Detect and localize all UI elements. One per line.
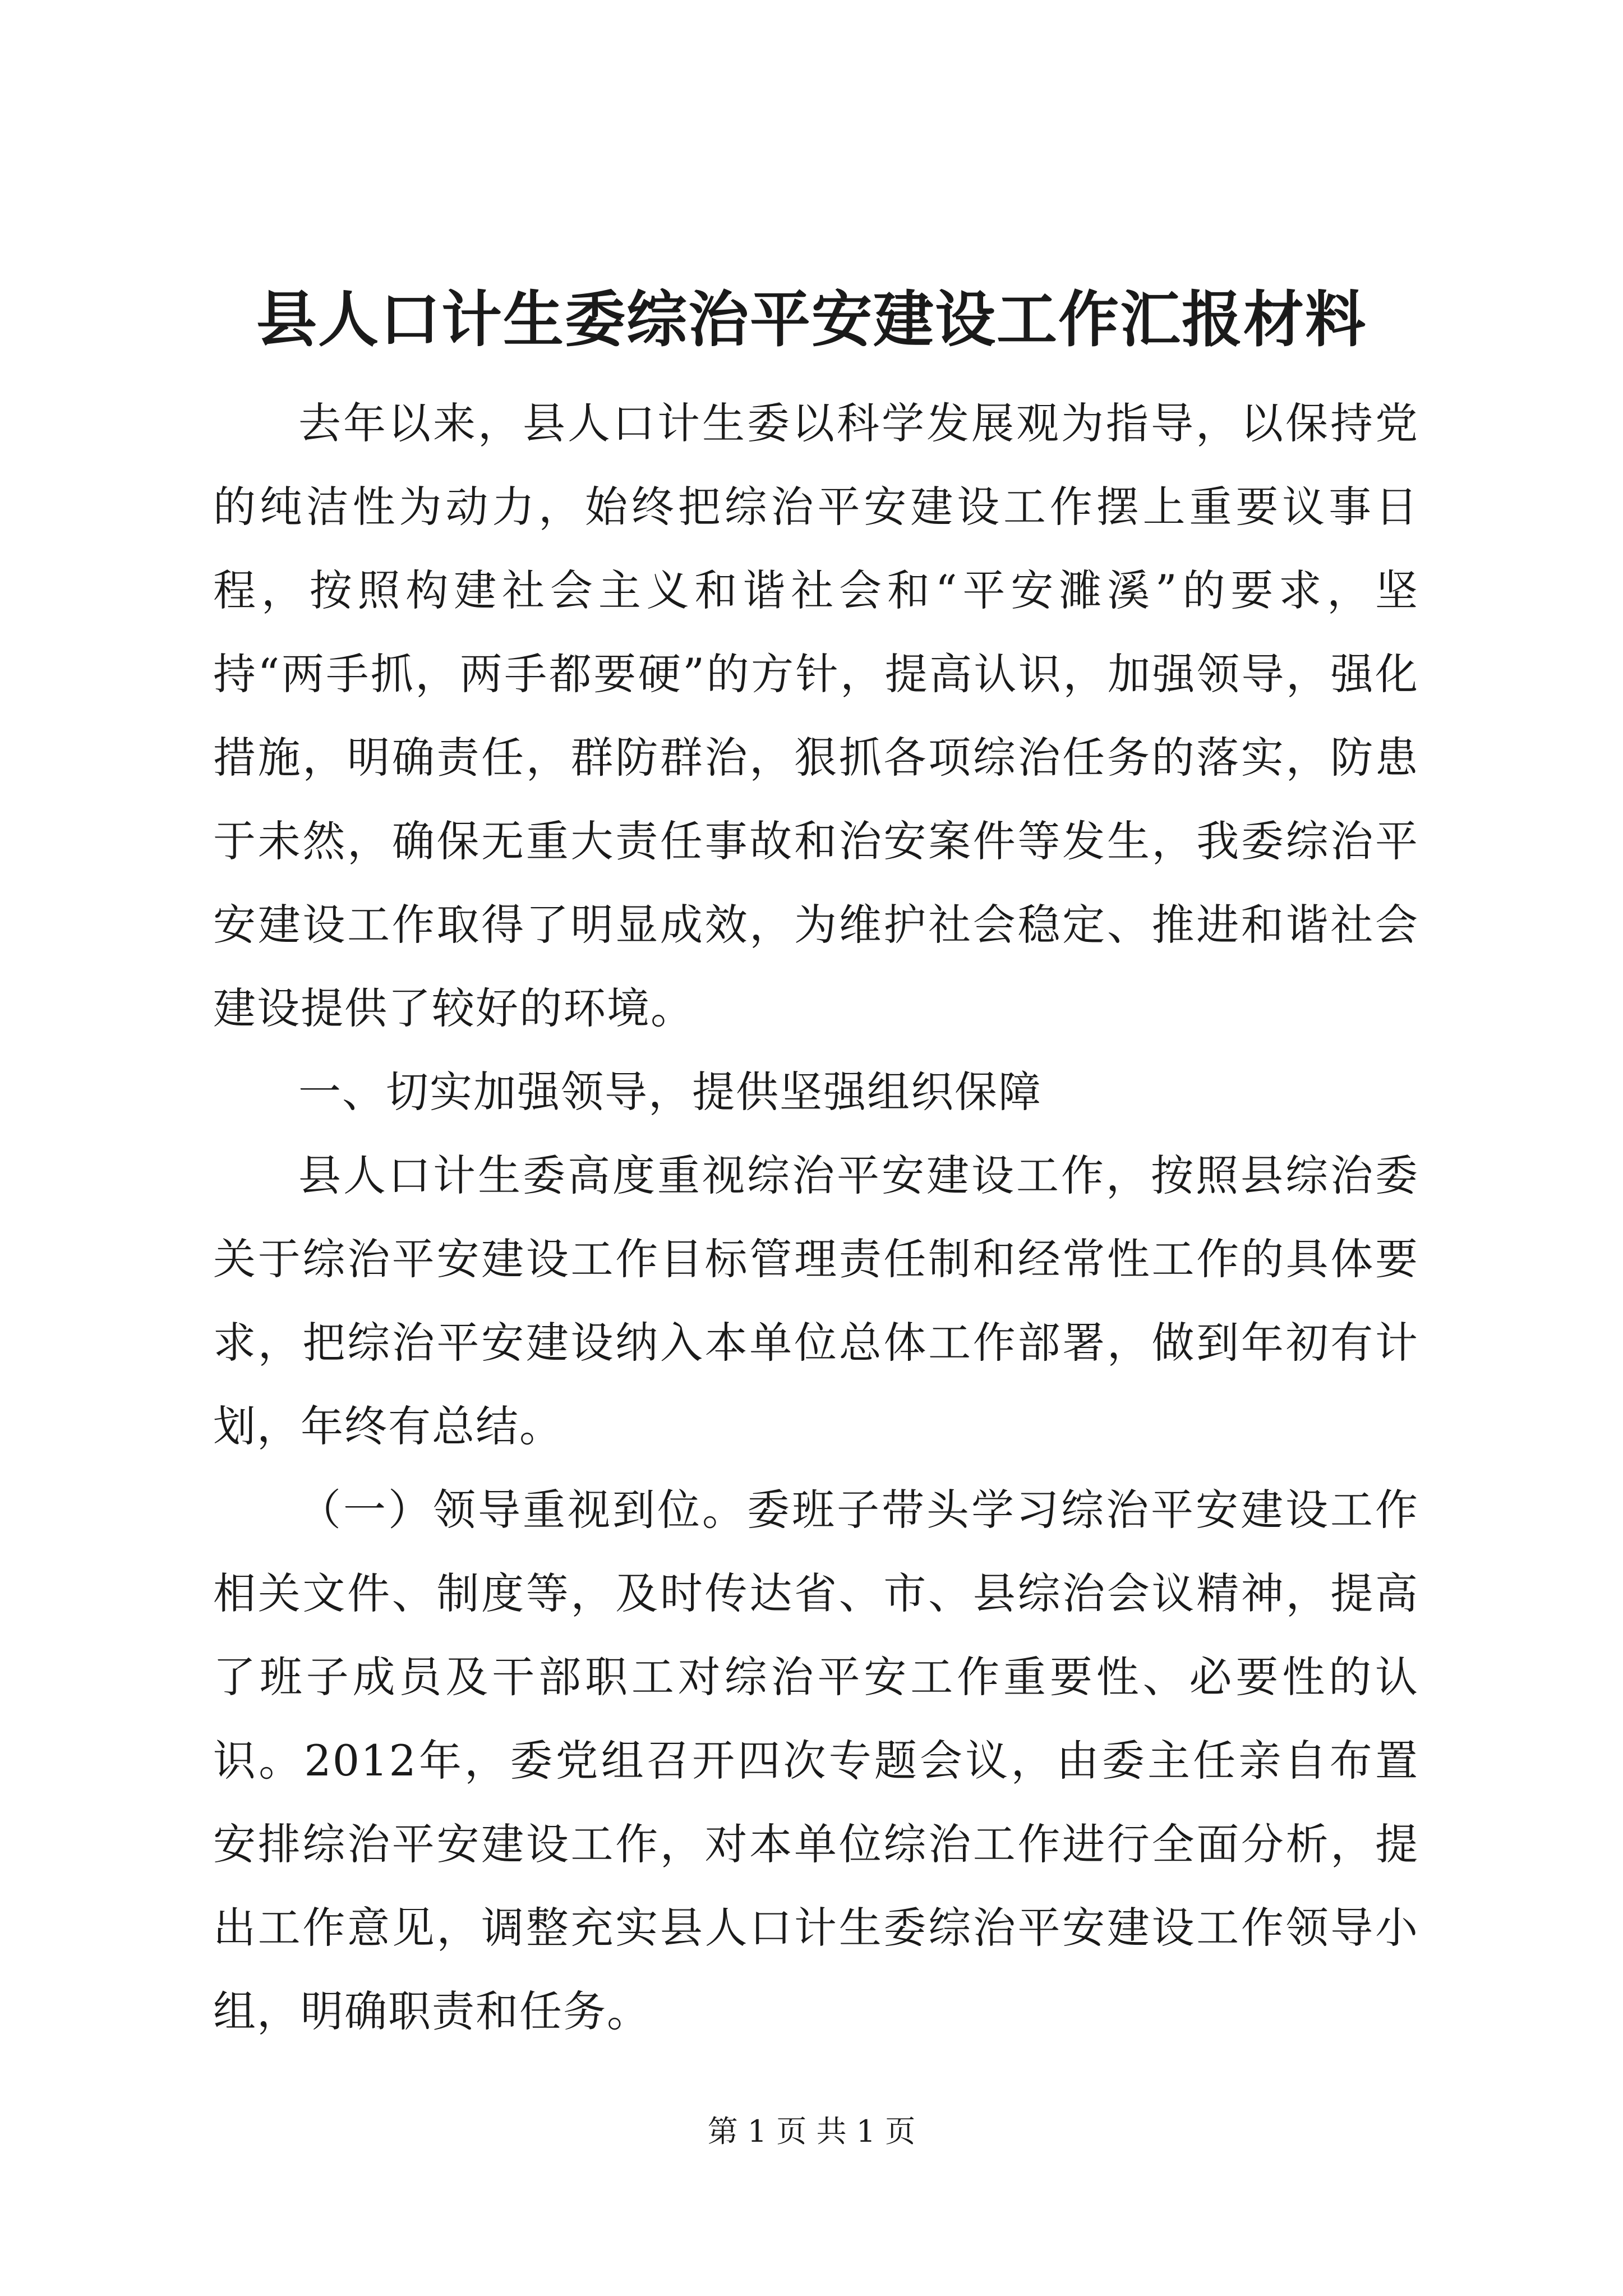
paragraph-intro: 去年以来，县人口计生委以科学发展观为指导，以保持党的纯洁性为动力，始终把综治平安建设工作摆上重要议事日程，按照构建社会主义和谐社会和“平安濉溪”的要求，坚持“两手抓，两手都要硬”的方针，提高认识，加强领导，强化措施，明确责任，群防群治，狠抓各项综治任务的落实，防患于未然，确保无重大责任事故和治安案件等发生，我委综治平安建设工作取得了明显成效，为维护社会稳定、推进和谐社会建设提供了较好的环境。 <box>213 398 1419 1033</box>
paragraph-section-1: 县人口计生委高度重视综治平安建设工作，按照县综治委关于综治平安建设工作目标管理责任制和经常性工作的具体要求，把综治平安建设纳入本单位总体工作部署，做到年初有计划，年终有总结。 <box>213 1151 1419 1451</box>
document-title: 县人口计生委综治平安建设工作汇报材料 <box>256 284 1367 355</box>
paragraph-subsection-1: （一）领导重视到位。委班子带头学习综治平安建设工作相关文件、制度等，及时传达省、市、县综治会议精神，提高了班子成员及干部职工对综治平安工作重要性、必要性的认识。2012年，委党组召开四次专题会议，由委主任亲自布置安排综治平安建设工作，对本单位综治工作进行全面分析，提出工作意见，调整充实县人口计生委综治平安建设工作领导小组，明确职责和任务。 <box>213 1485 1419 2036</box>
document-body <box>213 381 1419 2053</box>
page-footer: 第 1 页 共 1 页 <box>707 2114 916 2149</box>
section-heading-1: 一、切实加强领导，提供坚强组织保障 <box>298 1067 1042 1117</box>
